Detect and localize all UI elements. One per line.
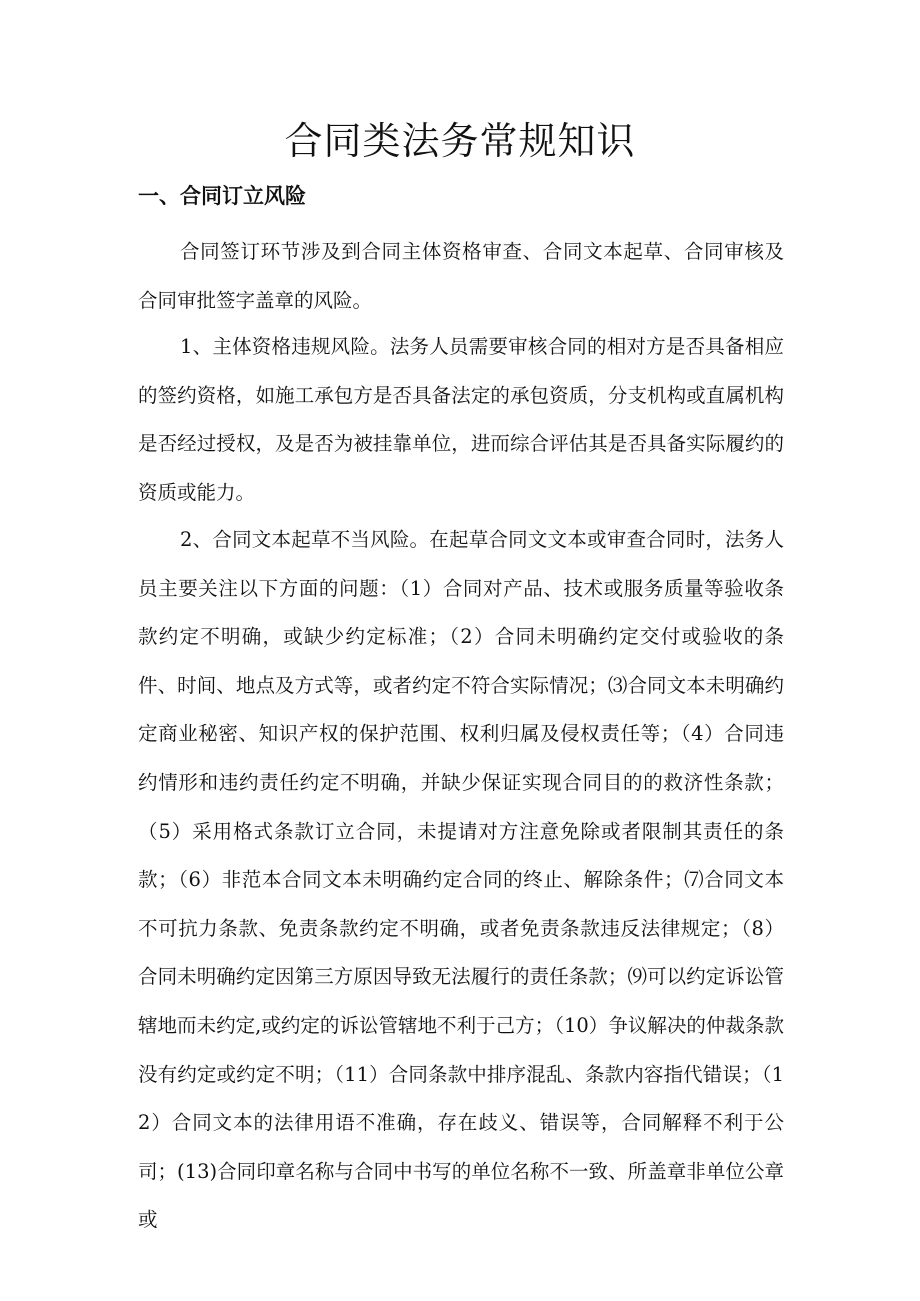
paragraph-contract-drafting-risk: 2、合同文本起草不当风险。在起草合同文文本或审查合同时，法务人员主要关注以下方面的问题：（1）合同对产品、技术或服务质量等验收条款约定不明确，或缺少约定标准；（2）合同未明确约定交付或验收的条件、时间、地点及方式等，或者约定不符合实际情况；⑶合同文本未明确约定商业秘密、知识产权的保护范围、权利归属及侵权责任等；（4）合同违约情形和违约责任约定不明确，并缺少保证实现合同目的的救济性条款；（5）采用格式条款订立合同，未提请对方注意免除或者限制其责任的条款；（6）非范本合同文本未明确约定合同的终止、解除条件；⑺合同文本不可抗力条款、免责条款约定不明确，或者免责条款违反法律规定；（8）合同未明确约定因第三方原因导致无法履行的责任条款；⑼可以约定诉讼管辖地而未约定,或约定的诉讼管辖地不利于己方；（10）争议解决的仲裁条款没有约定或约定不明；（11）合同条款中排序混乱、条款内容指代错误；（12）合同文本的法律用语不准确，存在歧义、错误等，合同解释不利于公司；(13)合同印章名称与合同中书写的单位名称不一致、所盖章非单位公章或 xyxy=(138,528,784,1232)
page-title: 合同类法务常规知识 xyxy=(284,119,636,163)
paragraph-subject-qualification-risk: 1、主体资格违规风险。法务人员需要审核合同的相对方是否具备相应的签约资格，如施工承包方是否具备法定的承包资质，分支机构或直属机构是否经过授权，及是否为被挂靠单位，进而综合评估其是否具备实际履约的资质或能力。 xyxy=(138,335,784,504)
paragraph-intro: 合同签订环节涉及到合同主体资格审查、合同文本起草、合同审核及合同审批签字盖章的风险。 xyxy=(138,240,784,312)
section-heading: 一、合同订立风险 xyxy=(138,184,306,208)
